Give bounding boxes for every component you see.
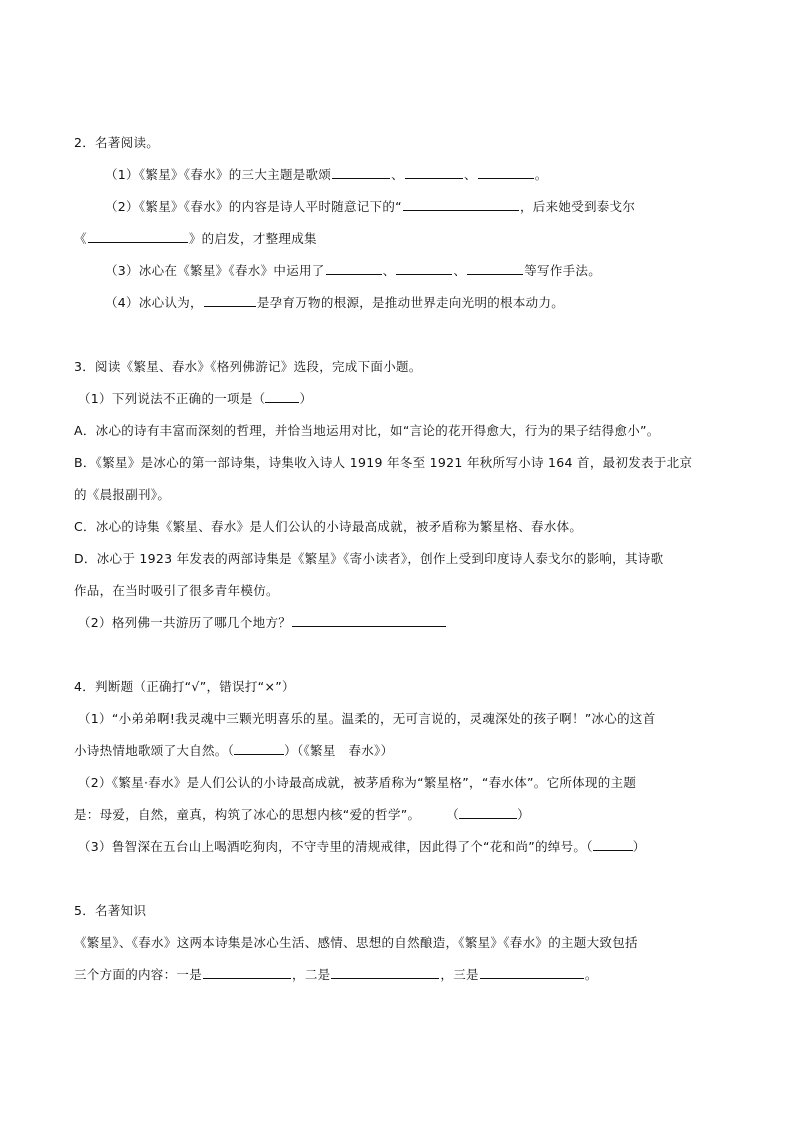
answer-blank[interactable] — [459, 806, 517, 819]
q2-item-3: （3）冰心在《繁星》《春水》中运用了 、 、 等写作手法。 — [105, 263, 602, 278]
q2-title: 2．名著阅读。 — [74, 135, 160, 150]
q4-item-1-cont: 小诗热情地歌颂了大自然。（ ）（《繁星 春水》） — [74, 743, 394, 758]
answer-blank[interactable] — [203, 966, 291, 979]
q3-sub-2: （2）格列佛一共游历了哪几个地方？ — [78, 614, 447, 632]
q2-item-4: （4）冰心认为， 是孕育万物的根源，是推动世界走向光明的根本动力。 — [105, 295, 565, 310]
answer-blank[interactable] — [88, 230, 188, 243]
q3-option-d-cont: 作品，在当时吸引了很多青年模仿。 — [74, 583, 279, 598]
q2-item-2-cont: 《 》的启发，才整理成集 — [74, 231, 317, 246]
q4-item-2: （2）《繁星·春水》是人们公认的小诗最高成就，被茅盾称为“繁星格”，“春水体”。它所体现的主题 — [78, 775, 637, 790]
q3-option-d: D．冰心于 1923 年发表的两部诗集是《繁星》《寄小读者》，创作上受到印度诗人泰戈尔的影响，其诗歌 — [74, 551, 664, 566]
q4-item-2-cont: 是：母爱，自然，童真，构筑了冰心的思想内核“爱的哲学”。 （ ） — [74, 807, 530, 822]
answer-blank[interactable] — [396, 262, 452, 275]
q3-option-b-cont: 的《晨报副刊》。 — [74, 487, 171, 502]
answer-blank[interactable] — [332, 166, 390, 179]
q3-option-c: C．冰心的诗集《繁星、春水》是人们公认的小诗最高成就，被矛盾称为繁星格、春水体。 — [74, 519, 583, 534]
answer-blank[interactable] — [326, 262, 382, 275]
answer-blank[interactable] — [478, 166, 534, 179]
q2-item-1: （1）《繁星》《春水》的三大主题是歌颂 、 、 。 — [105, 167, 548, 182]
answer-blank[interactable] — [331, 966, 439, 979]
q5-line-1: 《繁星》、《春水》这两本诗集是冰心生活、感情、思想的自然酿造，《繁星》《春水》的主题大致包括 — [74, 935, 638, 950]
q4-title: 4．判断题（正确打“√”，错误打“×”） — [74, 679, 295, 694]
q3-option-b: B．《繁星》是冰心的第一部诗集，诗集收入诗人 1919 年冬至 1921 年秋所写小诗 164 首，最初发表于北京 — [74, 455, 693, 470]
answer-blank[interactable] — [265, 390, 299, 403]
q3-title: 3．阅读《繁星、春水》《格列佛游记》选段，完成下面小题。 — [74, 359, 422, 374]
q3-sub-1: （1）下列说法不正确的一项是（ ） — [78, 391, 313, 406]
q3-option-a: A．冰心的诗有丰富而深刻的哲理，并恰当地运用对比，如“言论的花开得愈大，行为的果子结得愈小”。 — [74, 423, 660, 438]
answer-blank[interactable] — [403, 198, 519, 211]
answer-blank[interactable] — [593, 838, 633, 851]
answer-blank[interactable] — [405, 166, 463, 179]
q4-item-3: （3）鲁智深在五台山上喝酒吃狗肉，不守寺里的清规戒律，因此得了个“花和尚”的绰号。（ ） — [78, 839, 646, 854]
answer-blank[interactable] — [467, 262, 523, 275]
q5-title: 5．名著知识 — [74, 903, 147, 918]
answer-blank[interactable] — [234, 742, 284, 755]
q4-item-1: （1）“小弟弟啊!我灵魂中三颗光明喜乐的星。温柔的，无可言说的，灵魂深处的孩子啊！”冰心的这首 — [78, 711, 656, 726]
answer-blank[interactable] — [292, 614, 446, 627]
q5-line-2: 三个方面的内容：一是 ，二是 ，三是 。 — [74, 967, 598, 982]
q2-item-2: （2）《繁星》《春水》的内容是诗人平时随意记下的“ ，后来她受到泰戈尔 — [105, 199, 636, 214]
answer-blank[interactable] — [204, 294, 256, 307]
answer-blank[interactable] — [480, 966, 584, 979]
